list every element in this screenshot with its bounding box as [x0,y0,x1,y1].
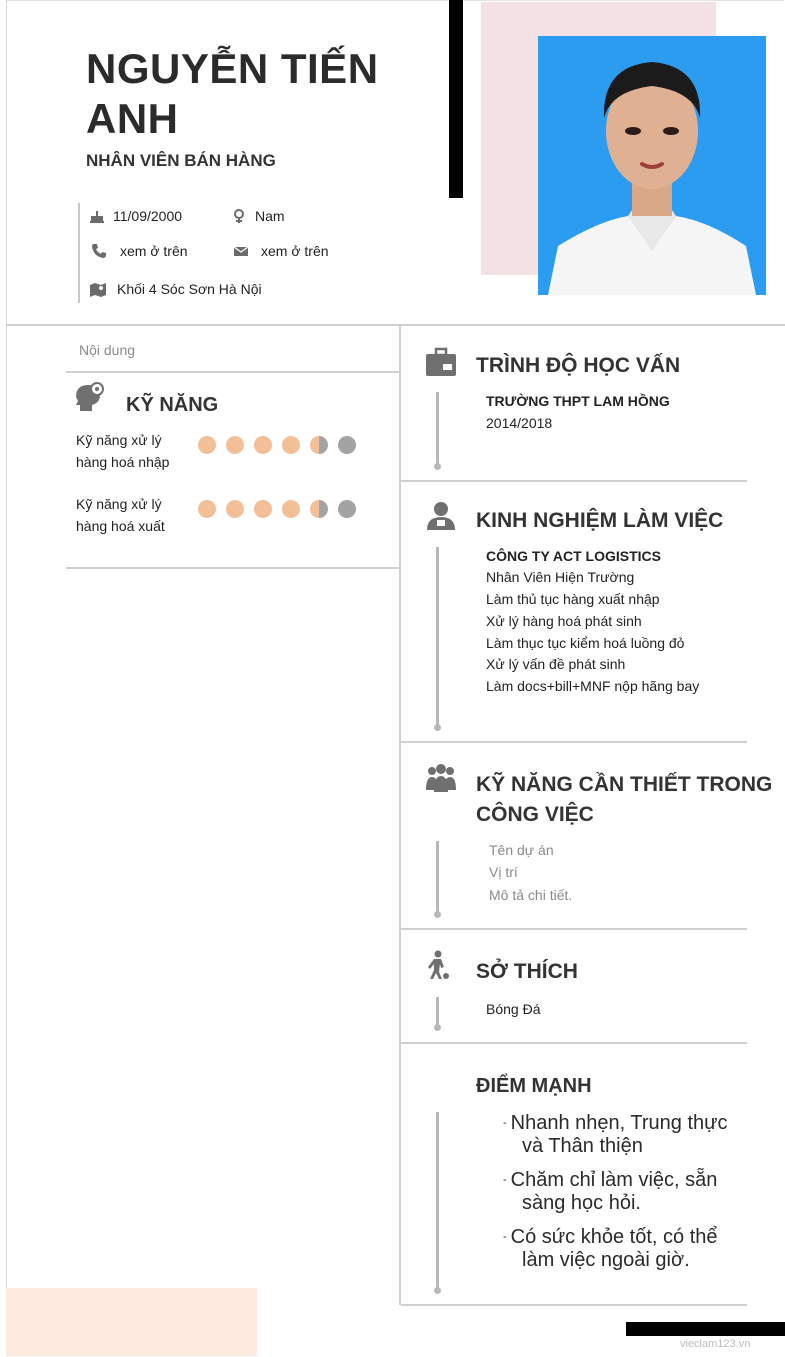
strength-dash: - [503,1174,507,1187]
hobbies-timeline [436,997,439,1027]
work-skills-timeline [436,841,439,914]
footer-accent-block [6,1288,257,1356]
email-icon [233,243,249,259]
skills-title: KỸ NĂNG [126,394,219,416]
skill-rating-1 [198,436,356,454]
project-name[interactable]: Tên dự án [489,842,554,858]
rating-dot [198,500,216,518]
info-divider [78,203,80,303]
strengths-timeline [436,1112,439,1290]
hobby-value: Bóng Đá [486,1001,541,1017]
rating-dot [226,500,244,518]
watermark: vieclam123.vn [680,1338,751,1350]
gender-value: Nam [255,208,285,224]
rating-dot [282,500,300,518]
hobbies-divider [401,1042,747,1044]
timeline-dot [434,1287,441,1294]
map-icon [89,280,107,298]
school-years: 2014/2018 [486,415,553,431]
work-skills-title-1: KỸ NĂNG CẦN THIẾT TRONG [476,773,773,796]
rating-dot-empty [338,436,356,454]
timeline-dot [434,1024,441,1031]
school-name: TRƯỜNG THPT LAM HỒNG [486,393,670,409]
left-divider-bottom [66,567,400,569]
team-icon [425,762,457,794]
birthday-row [89,208,182,224]
strength-line: Có sức khỏe tốt, có thể [510,1226,718,1248]
column-divider [399,326,401,1305]
strengths-divider [401,1304,747,1306]
experience-timeline [436,547,439,727]
experience-line: Làm thủ tục hàng xuất nhập [486,591,660,607]
gender-row [231,208,285,224]
address-value: Khối 4 Sóc Sơn Hà Nội [117,281,262,297]
rating-dot [198,436,216,454]
strength-line: và Thân thiện [522,1135,643,1158]
cake-icon [89,208,105,224]
rating-dot [226,436,244,454]
briefcase-icon [425,347,457,379]
strength-dash: - [503,1117,507,1130]
rating-dot-half [310,500,328,518]
strength-item [503,1169,737,1215]
timeline-dot [434,724,441,731]
work-skills-divider [401,928,747,930]
rating-dot-half [310,436,328,454]
email-row [233,243,329,259]
timeline-dot [434,463,441,470]
strength-item [503,1112,737,1158]
experience-line: Làm docs+bill+MNF nộp hãng bay [486,678,700,694]
company-name: CÔNG TY ACT LOGISTICS [486,548,662,564]
gender-icon [231,208,247,224]
strength-line: Chăm chỉ làm việc, sẵn [510,1169,718,1191]
rating-dot [254,500,272,518]
phone-value[interactable]: xem ở trên [120,243,188,259]
rating-dot [282,436,300,454]
strength-item [503,1226,737,1272]
skill-label-2: Kỹ năng xử lý hàng hoá xuất [76,496,165,534]
hobby-icon [424,950,452,980]
experience-line: Xử lý vấn đề phát sinh [486,656,626,672]
work-icon [425,500,457,532]
education-divider [401,480,747,482]
left-divider-top [66,371,400,373]
candidate-name: NGUYỄN TIẾN ANH [86,45,379,142]
experience-line: Xử lý hàng hoá phát sinh [486,613,642,629]
phone-row [91,243,188,259]
skill-rating-2 [198,500,356,518]
work-skills-title-2: CÔNG VIỆC [476,803,594,826]
email-value[interactable]: xem ở trên [261,243,329,259]
experience-line: Nhân Viên Hiện Trường [486,569,635,585]
project-position[interactable]: Vị trí [489,864,518,880]
candidate-role: NHÂN VIÊN BÁN HÀNG [86,151,276,170]
strength-line: sàng học hỏi. [522,1192,641,1215]
content-placeholder[interactable]: Nội dung [79,342,136,358]
education-timeline [436,392,439,466]
footer-accent-bar [626,1322,785,1336]
header-accent-bar [449,0,463,198]
project-description[interactable]: Mô tả chi tiết. [489,887,573,903]
rating-dot [254,436,272,454]
skill-label-1: Kỹ năng xử lý hàng hoá nhập [76,432,170,470]
strength-line: Nhanh nhẹn, Trung thực [510,1112,728,1134]
phone-icon [91,243,107,259]
strength-dash: - [503,1231,507,1244]
rating-dot-empty [338,500,356,518]
strength-line: làm việc ngoài giờ. [522,1249,690,1272]
strengths-title: ĐIỂM MẠNH [476,1075,592,1097]
experience-title: KINH NGHIỆM LÀM VIỆC [476,509,724,532]
header-divider [6,324,785,326]
education-title: TRÌNH ĐỘ HỌC VẤN [476,354,681,377]
profile-photo [538,36,766,295]
experience-divider [401,741,747,743]
skills-head-icon [74,381,108,413]
hobbies-title: SỞ THÍCH [476,960,578,983]
experience-line: Làm thục tục kiểm hoá luồng đỏ [486,635,685,651]
address-row [89,280,262,298]
timeline-dot [434,911,441,918]
birthday-value: 11/09/2000 [113,208,183,224]
